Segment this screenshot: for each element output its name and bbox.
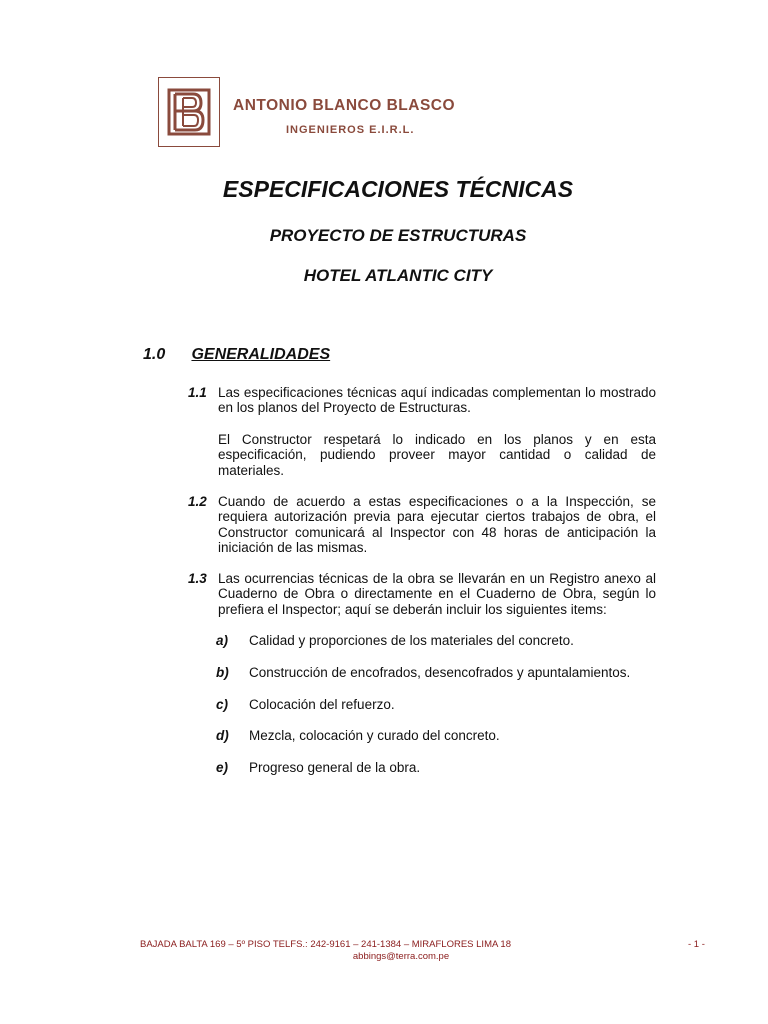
item-number: 1.1	[188, 385, 207, 400]
document-title: ESPECIFICACIONES TÉCNICAS	[222, 176, 574, 202]
subitem-text: Construcción de encofrados, desencofrados y apuntalamientos.	[249, 665, 631, 680]
subitem-letter: e)	[216, 760, 229, 775]
page-number: - 1 -	[688, 939, 705, 950]
subitem-text: Calidad y proporciones de los materiales del concreto.	[249, 633, 574, 648]
subitem-letter: b)	[216, 665, 229, 680]
item-paragraph: Cuando de acuerdo a estas especificaciones o a la Inspección, se requiera autorización previa para ejecutar ciertos trabajos de obra, el Constructor comunicará al Inspector con 48 horas de anticipación la iniciación de las mismas.	[218, 494, 656, 556]
company-name: ANTONIO BLANCO BLASCO	[233, 97, 456, 114]
company-logo	[158, 77, 220, 147]
company-subtitle: INGENIEROS E.I.R.L.	[286, 124, 415, 136]
hotel-title: HOTEL ATLANTIC CITY	[303, 266, 493, 285]
item-number: 1.2	[188, 494, 207, 509]
section-heading	[143, 346, 330, 364]
footer-email: abbings@terra.com.pe	[352, 951, 450, 962]
footer-address: BAJADA BALTA 169 – 5º PISO TELFS.: 242-9161 – 241-1384 – MIRAFLORES LIMA 18	[140, 939, 512, 950]
item-paragraph: Las ocurrencias técnicas de la obra se llevarán en un Registro anexo al Cuaderno de Obra o directamente en el Cuaderno de Obra, según lo prefiera el Inspector; aquí se deberán incluir los siguientes items:	[218, 571, 656, 617]
abb-monogram-icon	[165, 84, 213, 140]
item-paragraph: El Constructor respetará lo indicado en los planos y en esta especificación, pudiendo proveer mayor cantidad o calidad de materiales.	[218, 432, 656, 478]
section-label: GENERALIDADES	[191, 346, 331, 363]
subitem-text: Progreso general de la obra.	[249, 760, 421, 775]
item-paragraph: Las especificaciones técnicas aquí indicadas complementan lo mostrado en los planos del Proyecto de Estructuras.	[218, 385, 656, 416]
subitem-letter: d)	[216, 728, 229, 743]
subitem-text: Colocación del refuerzo.	[249, 697, 395, 712]
subitem-letter: a)	[216, 633, 229, 648]
subitem-text: Mezcla, colocación y curado del concreto.	[249, 728, 500, 743]
subitem-letter: c)	[216, 697, 229, 712]
item-number: 1.3	[188, 571, 207, 586]
section-number: 1.0	[143, 346, 166, 363]
project-title: PROYECTO DE ESTRUCTURAS	[269, 226, 527, 245]
